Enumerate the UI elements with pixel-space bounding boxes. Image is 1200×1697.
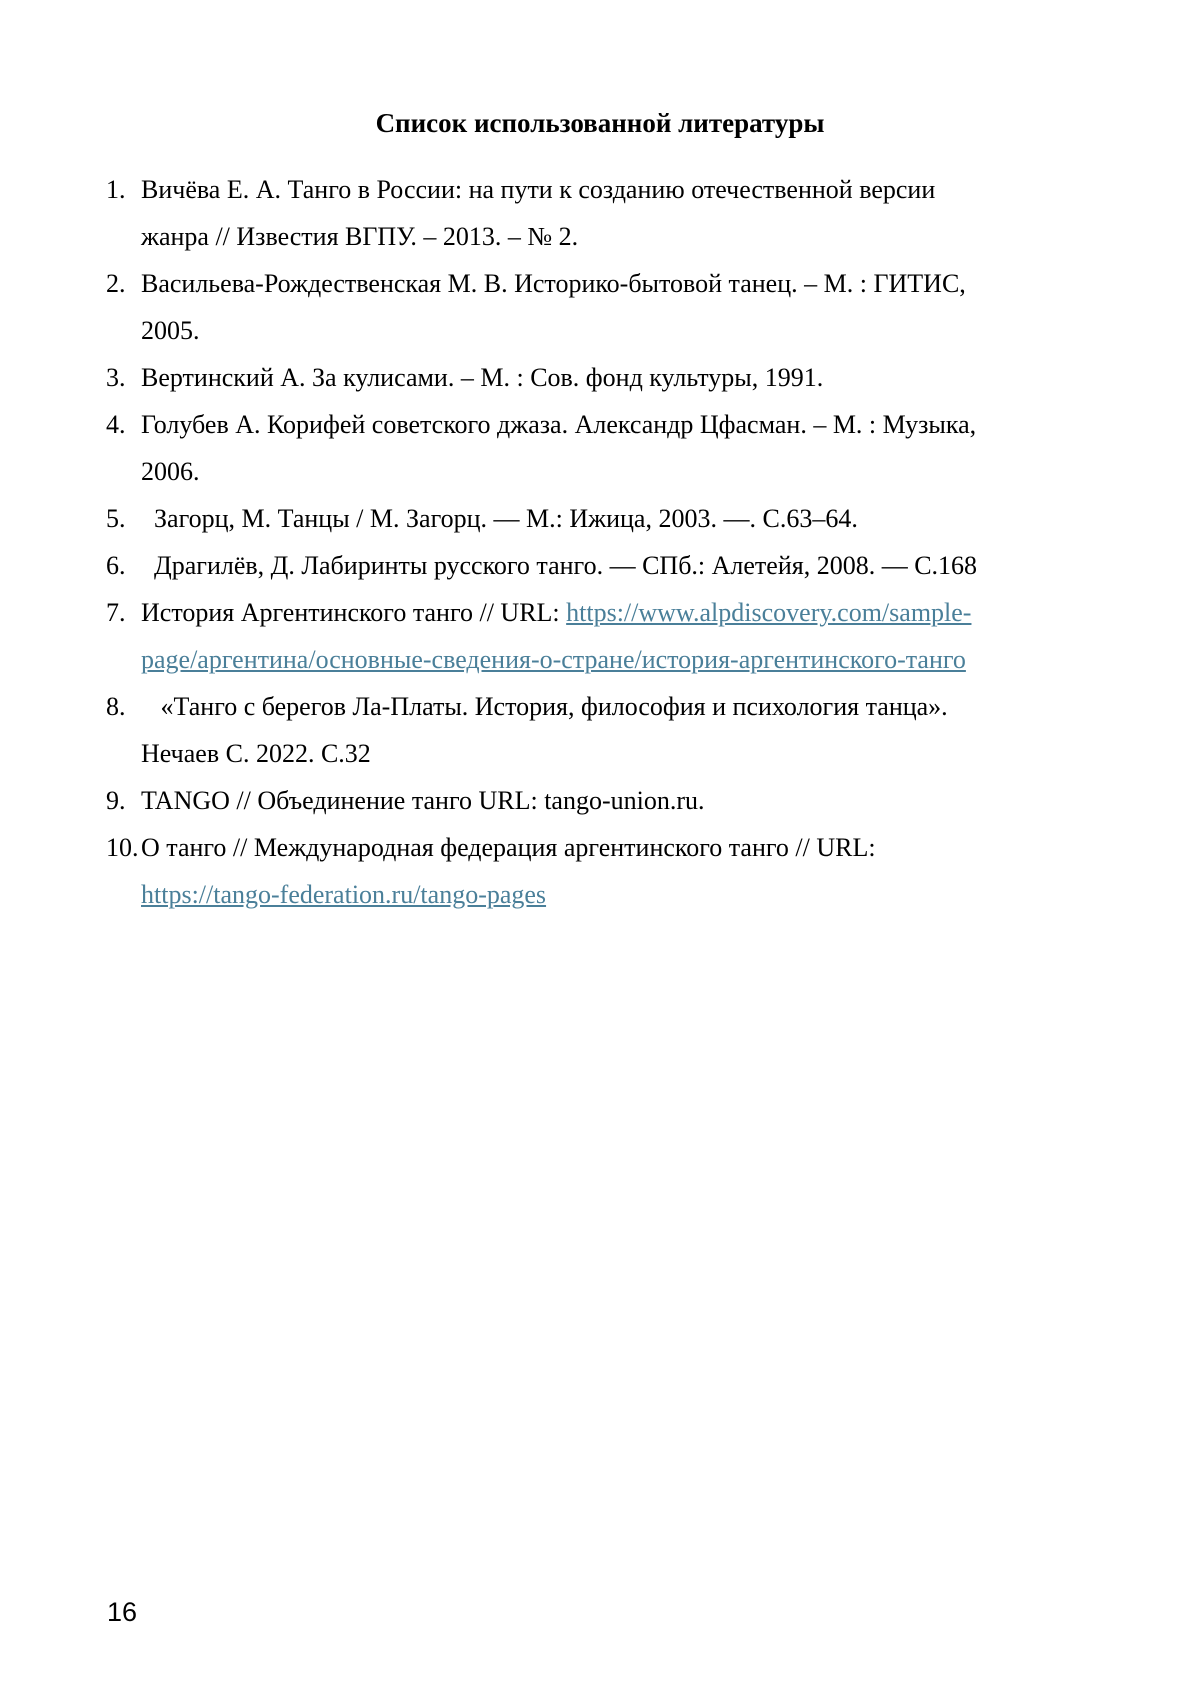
reference-line [106, 166, 1105, 213]
reference-item [106, 542, 1105, 589]
reference-text: Нечаев С. 2022. С.32 [141, 739, 371, 768]
reference-item [106, 683, 1105, 777]
reference-link[interactable]: page/аргентина/основные-сведения-о-стране/история-аргентинского-танго [141, 645, 966, 674]
reference-line [106, 354, 1105, 401]
list-number: 10. [106, 833, 139, 862]
reference-text: TANGO // Объединение танго URL: tango-union.ru. [141, 786, 705, 815]
list-number: 7. [106, 598, 126, 627]
reference-line [106, 589, 1105, 636]
reference-text: Голубев А. Корифей советского джаза. Александр Цфасман. – М. : Музыка, [141, 410, 977, 439]
list-number: 8. [106, 692, 126, 721]
page-number: 16 [107, 1597, 138, 1627]
reference-line [106, 683, 1105, 730]
reference-text: Васильева-Рождественская М. В. Историко-бытовой танец. – М. : ГИТИС, [141, 269, 966, 298]
reference-line [106, 495, 1105, 542]
reference-item [106, 777, 1105, 824]
list-number: 5. [106, 504, 126, 533]
reference-text: Загорц, М. Танцы / М. Загорц. — М.: Ижица, 2003. —. С.63–64. [141, 504, 858, 533]
reference-line [106, 824, 1105, 871]
reference-text: жанра // Известия ВГПУ. – 2013. – № 2. [141, 222, 579, 251]
list-number: 3. [106, 363, 126, 392]
reference-item [106, 495, 1105, 542]
reference-link[interactable]: https://tango-federation.ru/tango-pages [141, 880, 547, 909]
reference-line [106, 871, 1105, 918]
reference-line [106, 260, 1105, 307]
page-title: Список использованной литературы [375, 108, 825, 138]
reference-text: О танго // Международная федерация аргентинского танго // URL: [141, 833, 876, 862]
reference-line [106, 401, 1105, 448]
reference-line [106, 730, 1105, 777]
reference-text: История Аргентинского танго // URL: [141, 598, 567, 627]
reference-line [106, 448, 1105, 495]
reference-text: «Танго с берегов Ла-Платы. История, философия и психология танца». [141, 692, 948, 721]
reference-text: Вичёва Е. А. Танго в России: на пути к созданию отечественной версии [141, 175, 936, 204]
list-number: 1. [106, 175, 126, 204]
list-number: 2. [106, 269, 126, 298]
list-number: 4. [106, 410, 126, 439]
reference-text: 2005. [141, 316, 200, 345]
reference-line [106, 307, 1105, 354]
reference-line [106, 542, 1105, 589]
reference-link[interactable]: https://www.alpdiscovery.com/sample- [566, 598, 972, 627]
reference-line [106, 777, 1105, 824]
list-number: 6. [106, 551, 126, 580]
reference-item [106, 166, 1105, 260]
reference-item [106, 824, 1105, 918]
reference-text: Драгилёв, Д. Лабиринты русского танго. — СПб.: Алетейя, 2008. — С.168 [141, 551, 978, 580]
reference-line [106, 213, 1105, 260]
reference-text: 2006. [141, 457, 200, 486]
reference-item [106, 354, 1105, 401]
reference-list [106, 166, 1105, 918]
reference-text: Вертинский А. За кулисами. – М. : Сов. фонд культуры, 1991. [141, 363, 824, 392]
reference-item [106, 260, 1105, 354]
reference-line [106, 636, 1105, 683]
reference-item [106, 401, 1105, 495]
list-number: 9. [106, 786, 126, 815]
reference-item [106, 589, 1105, 683]
